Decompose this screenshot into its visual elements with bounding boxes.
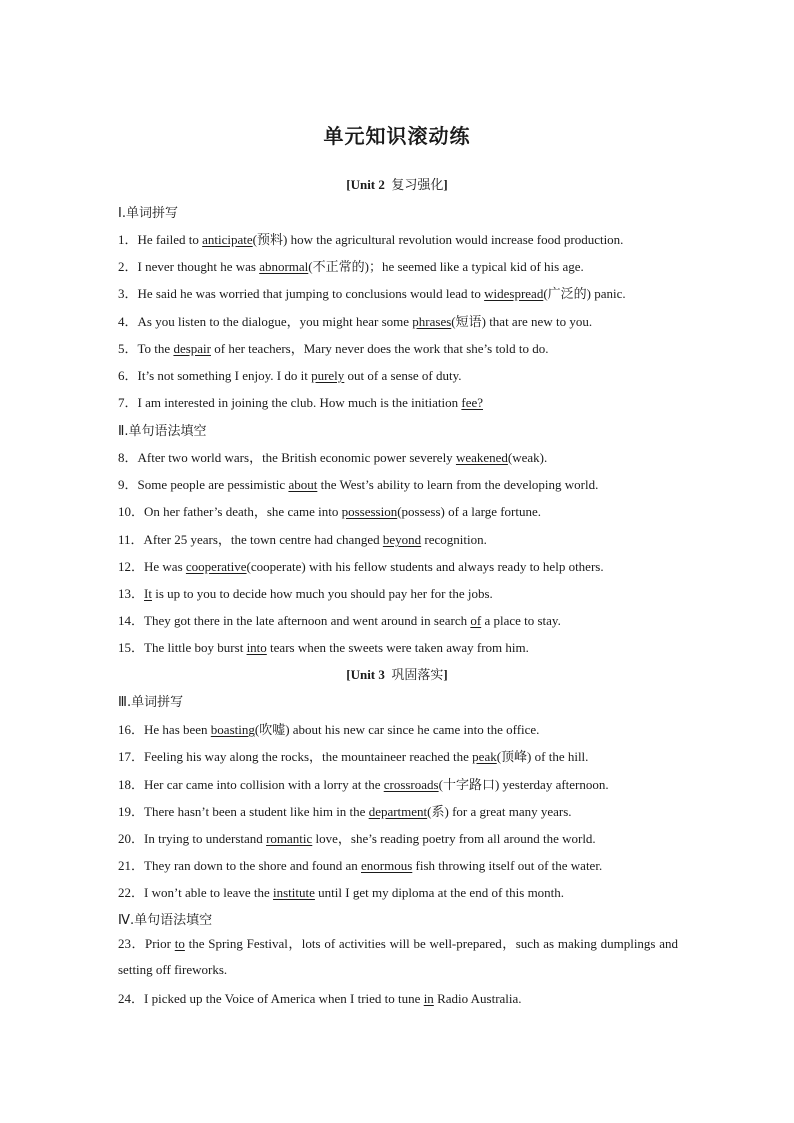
exercise-item: 15．The little boy burst into tears when the sweets were taken away from him. [118, 640, 529, 655]
exercise-item: 22．I won’t able to leave the institute until I get my diploma at the end of this month. [118, 885, 565, 900]
exercise-item: 14．They got there in the late afternoon and went around in search of a place to stay. [118, 613, 561, 628]
exercise-item: 12．He was cooperative(cooperate) with his fellow students and always ready to help others. [118, 559, 604, 574]
section-heading-3: Ⅲ.单词拼写 [118, 695, 184, 710]
exercise-item: 7．I am interested in joining the club. How much is the initiation fee? [118, 395, 484, 410]
exercise-item: 8．After two world wars，the British economic power severely weakened(weak). [118, 450, 548, 465]
exercise-item: 10．On her father’s death，she came into possession(possess) of a large fortune. [118, 504, 542, 519]
unit-2-heading: [Unit 2 复习强化] [346, 177, 448, 193]
answer: romantic [266, 831, 313, 846]
exercise-item: 21．They ran down to the shore and found an enormous fish throwing itself out of the water. [118, 858, 603, 873]
section-heading-4: Ⅳ.单句语法填空 [118, 913, 213, 928]
exercise-item: 18．Her car came into collision with a lorry at the crossroads(十字路口) yesterday afternoon. [118, 777, 609, 792]
unit-3-subtitle: 巩固落实 [391, 668, 444, 683]
section-heading-2: Ⅱ.单句语法填空 [118, 424, 207, 439]
answer: purely [311, 368, 345, 383]
answer: phrases [412, 314, 452, 329]
exercise-item: 17．Feeling his way along the rocks，the mountaineer reached the peak(顶峰) of the hill. [118, 749, 589, 764]
answer: in [423, 991, 434, 1006]
unit-2-subtitle: 复习强化 [391, 178, 444, 193]
answer: crossroads [383, 777, 439, 792]
exercise-item: 5．To the despair of her teachers，Mary never does the work that she’s told to do. [118, 341, 549, 356]
exercise-item: 1．He failed to anticipate(预料) how the agricultural revolution would increase food production. [118, 232, 624, 247]
exercise-item: 13．It is up to you to decide how much you should pay her for the jobs. [118, 586, 493, 601]
answer: anticipate [202, 232, 253, 247]
answer: department [368, 804, 428, 819]
unit-2-label: Unit 2 [350, 177, 385, 192]
answer: into [246, 640, 267, 655]
exercise-item: 9．Some people are pessimistic about the West’s ability to learn from the developing world. [118, 477, 599, 492]
exercise-item: 4．As you listen to the dialogue，you might hear some phrases(短语) that are new to you. [118, 314, 593, 329]
unit-3-label: Unit 3 [350, 667, 385, 682]
answer: possession [341, 504, 398, 519]
answer: It [144, 586, 152, 601]
answer: to [174, 936, 185, 951]
exercise-item: 24．I picked up the Voice of America when I tried to tune in Radio Australia. [118, 991, 522, 1006]
answer: cooperative [185, 559, 247, 574]
answer: enormous [361, 858, 413, 873]
answer: of [470, 613, 482, 628]
answer: widespread [484, 286, 544, 301]
exercise-item: 2．I never thought he was abnormal(不正常的)；he seemed like a typical kid of his age. [118, 259, 584, 274]
answer: beyond [382, 532, 422, 547]
page-title: 单元知识滚动练 [323, 124, 471, 148]
exercise-item: 19．There hasn’t been a student like him in the department(系) for a great many years. [118, 804, 572, 819]
unit-3-heading: [Unit 3 巩固落实] [346, 667, 448, 683]
answer: about [288, 477, 318, 492]
exercise-item: 16．He has been boasting(吹嘘) about his new car since he came into the office. [118, 722, 540, 737]
exercise-item: 20．In trying to understand romantic love，she’s reading poetry from all around the world. [118, 831, 596, 846]
answer: peak [472, 749, 497, 764]
answer: institute [273, 885, 315, 900]
exercise-item: 3．He said he was worried that jumping to conclusions would lead to widespread(广泛的) panic. [118, 286, 626, 301]
answer: abnormal [259, 259, 309, 274]
answer: fee? [461, 395, 484, 410]
answer: boasting [210, 722, 255, 737]
exercise-item: 6．It’s not something I enjoy. I do it purely out of a sense of duty. [118, 368, 462, 383]
section-heading-1: Ⅰ.单词拼写 [118, 206, 178, 221]
answer: despair [173, 341, 211, 356]
exercise-item: 23．Prior to the Spring Festival，lots of activities will be well-prepared，such as making dumplings and setting off fireworks. [118, 936, 679, 977]
answer: weakened [455, 450, 508, 465]
exercise-item: 11．After 25 years，the town centre had changed beyond recognition. [118, 532, 487, 547]
